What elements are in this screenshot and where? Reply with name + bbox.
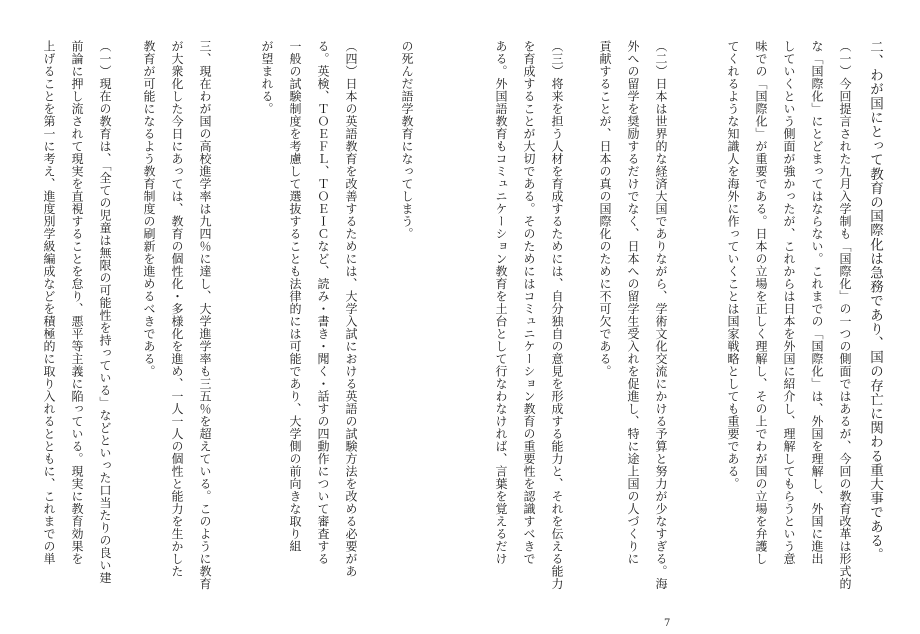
text-column: てくれるような知識人を海外に作っていくことは国家戦略としても重要である。	[726, 40, 740, 490]
text-column: （一）今回提言された九月入学制も「国際化」の一つの側面ではあるが、今回の教育改革は形式的	[838, 40, 852, 590]
text-column: を育成することが大切である。そのためにはコミュニケーション教育の重要性を認識すべきで	[522, 40, 536, 565]
text-column: が望まれる。	[260, 40, 274, 115]
text-column: （三）将来を担う人材を育成するためには、自分独自の意見を形成する能力と、それを伝える能力	[550, 40, 564, 590]
text-column: る。英検、ＴＯＥＦＬ、ＴＯＥＩＣなど、読み・書き・聞く・話すの四動作について審査する	[316, 40, 330, 565]
text-column: （一）現在の教育は、「全ての児童は無限の可能性を持っている」などといった口当たりの良い建	[98, 40, 112, 584]
text-column: 貢献することが、日本の真の国際化のために不可欠である。	[598, 40, 612, 378]
text-column: 教育が可能になるよう教育制度の刷新を進めるべきである。	[142, 40, 156, 378]
section-heading: 二、わが国にとって教育の国際化は急務であり、国の存亡に関わる重大事である。	[867, 40, 883, 562]
text-column: （四）日本の英語教育を改善するためには、大学入試における英語の試験方法を改める必要があ	[344, 40, 358, 578]
text-column: が大衆化した今日にあっては、教育の個性化・多様化を進め、一人一人の個性と能力を生かした	[170, 40, 184, 578]
text-column: な「国際化」にとどまってはならない。これまでの「国際化」は、外国を理解し、外国に進出	[810, 40, 824, 565]
text-column: 前論に押し流されて現実を直視することを怠り、悪平等主義に陥っている。現実に教育効果を	[70, 40, 84, 565]
text-column: していくという側面が強かったが、これからは日本を外国に紹介し、理解してもらうという意	[782, 40, 796, 565]
text-column: ある。外国語教育もコミュニケーション教育を土台として行なわなければ、言葉を覚えるだけ	[494, 40, 508, 565]
page-number: 7	[664, 618, 671, 629]
text-column: 外への留学を奨励するだけでなく、日本への留学生受入れを促進し、特に途上国の人づくりに	[626, 40, 640, 565]
text-column: 一般の試験制度を考慮して選抜することも法律的には可能であり、大学側の前向きな取り組	[288, 40, 302, 553]
text-column: 味での「国際化」が重要である。日本の立場を正しく理解し、その上でわが国の立場を弁護し	[754, 40, 768, 565]
text-column: の死んだ語学教育になってしまう。	[400, 40, 414, 240]
text-column: 三、現在わが国の高校進学率は九四％に達し、大学進学率も三五％を超えている。このように教育	[198, 40, 212, 590]
text-column: 上げることを第一に考え、進度別学級編成などを積極的に取り入れるとともに、これまでの単	[42, 40, 56, 565]
text-column: （二）日本は世界的な経済大国でありながら、学術文化交流にかける予算と努力が少なすぎる。海	[654, 40, 668, 590]
